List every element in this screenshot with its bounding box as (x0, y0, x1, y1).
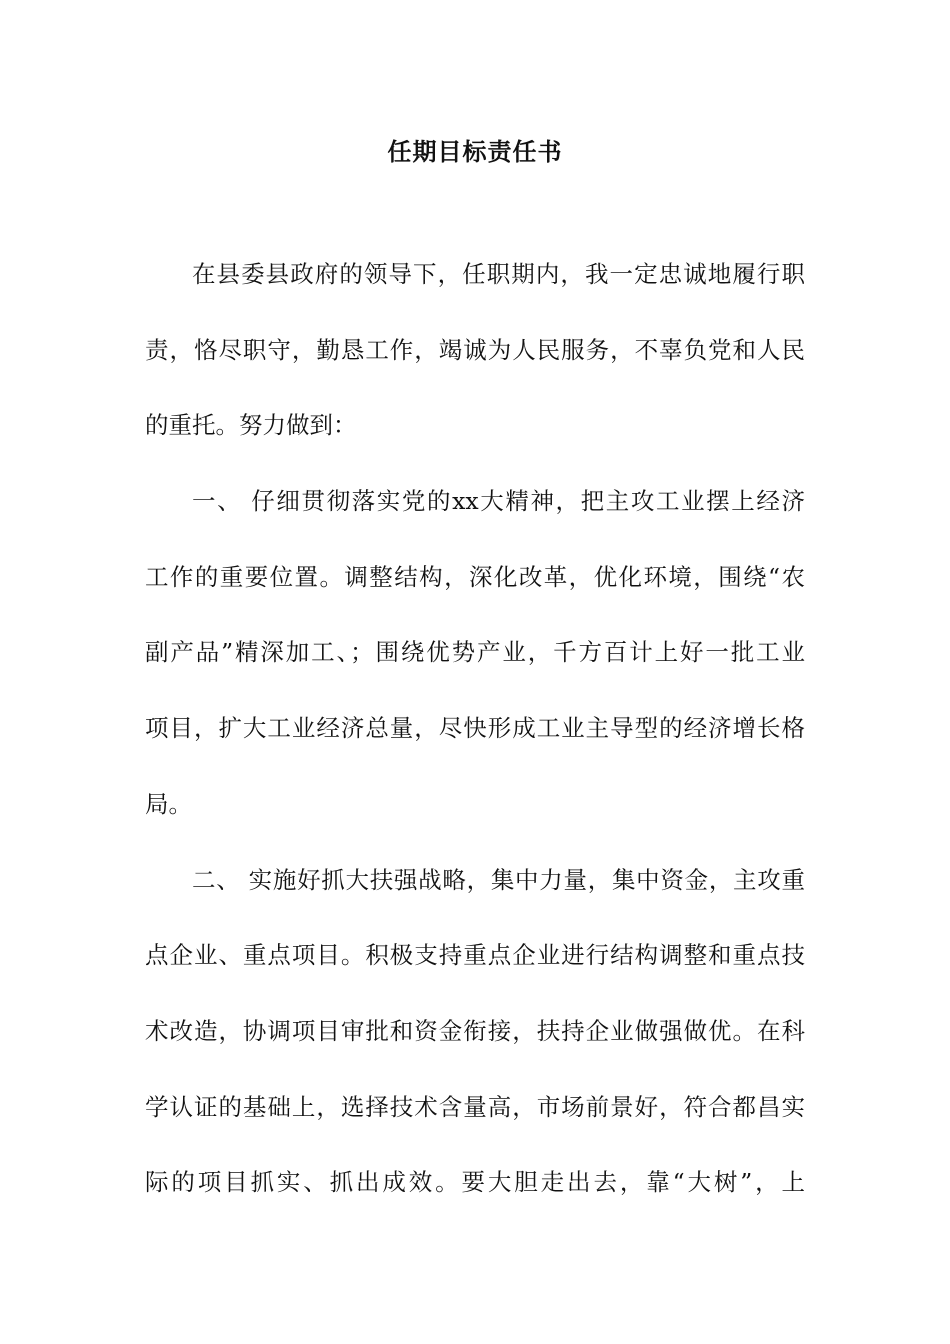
paragraph-line: 学认证的基础上，选择技术含量高，市场前景好，符合都昌实 (145, 1092, 805, 1121)
document-title: 任期目标责任书 (387, 138, 563, 166)
paragraph-line: 工作的重要位置。调整结构，深化改革，优化环境，围绕“农 (145, 562, 805, 591)
paragraph-line: 在县委县政府的领导下，任职期内，我一定忠诚地履行职 (192, 260, 805, 288)
paragraph-line: 际的项目抓实、抓出成效。要大胆走出去，靠“大树”，上 (145, 1168, 805, 1197)
paragraph-line: 一、 仔细贯彻落实党的xx大精神，把主攻工业摆上经济 (192, 487, 805, 516)
paragraph-line: 的重托。努力做到： (145, 411, 357, 440)
paragraph-line: 二、 实施好抓大扶强战略，集中力量，集中资金，主攻重 (192, 865, 805, 894)
document-body (145, 254, 805, 1238)
paragraph-line: 局。 (145, 789, 192, 818)
paragraph-line: 责，恪尽职守，勤恳工作，竭诚为人民服务，不辜负党和人民 (145, 335, 805, 364)
paragraph-line: 点企业、重点项目。积极支持重点企业进行结构调整和重点技 (145, 941, 805, 970)
paragraph-line: 副产品”精深加工、；围绕优势产业，千方百计上好一批工业 (145, 638, 805, 667)
paragraph-line: 项目，扩大工业经济总量，尽快形成工业主导型的经济增长格 (145, 714, 805, 743)
paragraph-line: 术改造，协调项目审批和资金衔接，扶持企业做强做优。在科 (145, 1016, 805, 1045)
